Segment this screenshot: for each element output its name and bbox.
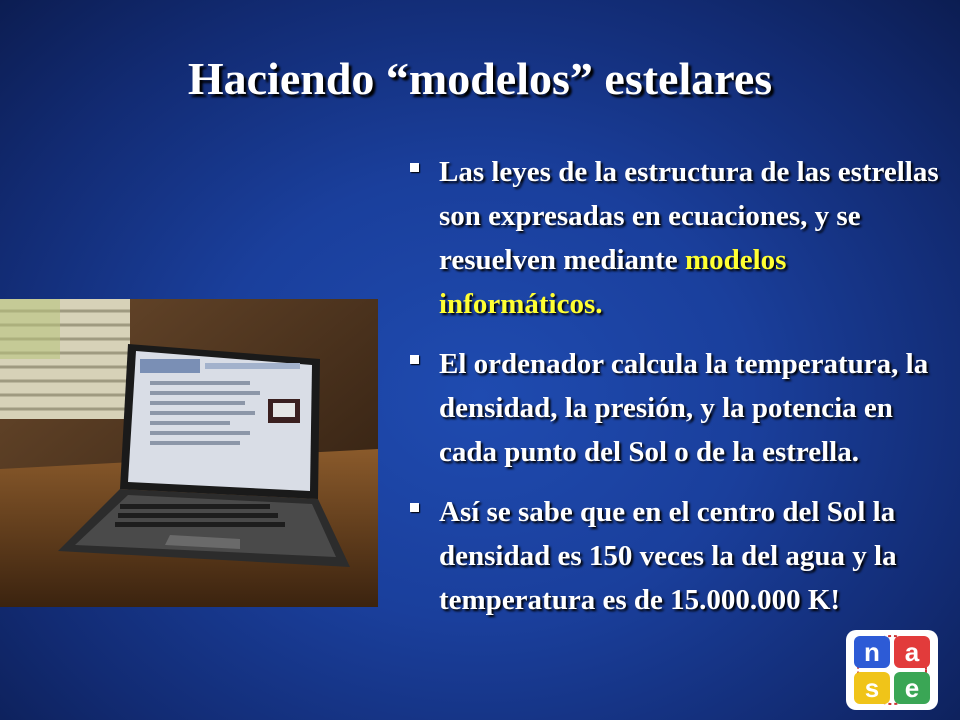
bullet-text: Así se sabe que en el centro del Sol la densidad es 150 veces la del agua y la temperatura es de 15.000.000 K! [439,496,897,616]
bullet-list [410,150,950,638]
nase-logo [846,630,938,710]
bullet-square-icon [410,503,419,512]
bullet-square-icon [410,355,419,364]
bullet-item [410,342,950,474]
svg-text:s: s [864,673,880,703]
bullet-item [410,150,950,326]
laptop-photo [0,299,378,607]
slide-title: Haciendo “modelos” estelares [187,53,773,104]
svg-text:a: a [904,637,920,667]
bullet-text: Las leyes de la estructura de las estrellas son expresadas en ecuaciones, y se resuelven mediante modelos informáticos. [439,156,939,320]
bullet-square-icon [410,163,419,172]
highlight-text: modelos informáticos. [439,244,787,320]
svg-text:n: n [864,637,880,667]
svg-text:e: e [904,673,920,703]
bullet-text: El ordenador calcula la temperatura, la densidad, la presión, y la potencia en cada punto del Sol o de la estrella. [439,348,929,468]
bullet-item [410,490,950,622]
